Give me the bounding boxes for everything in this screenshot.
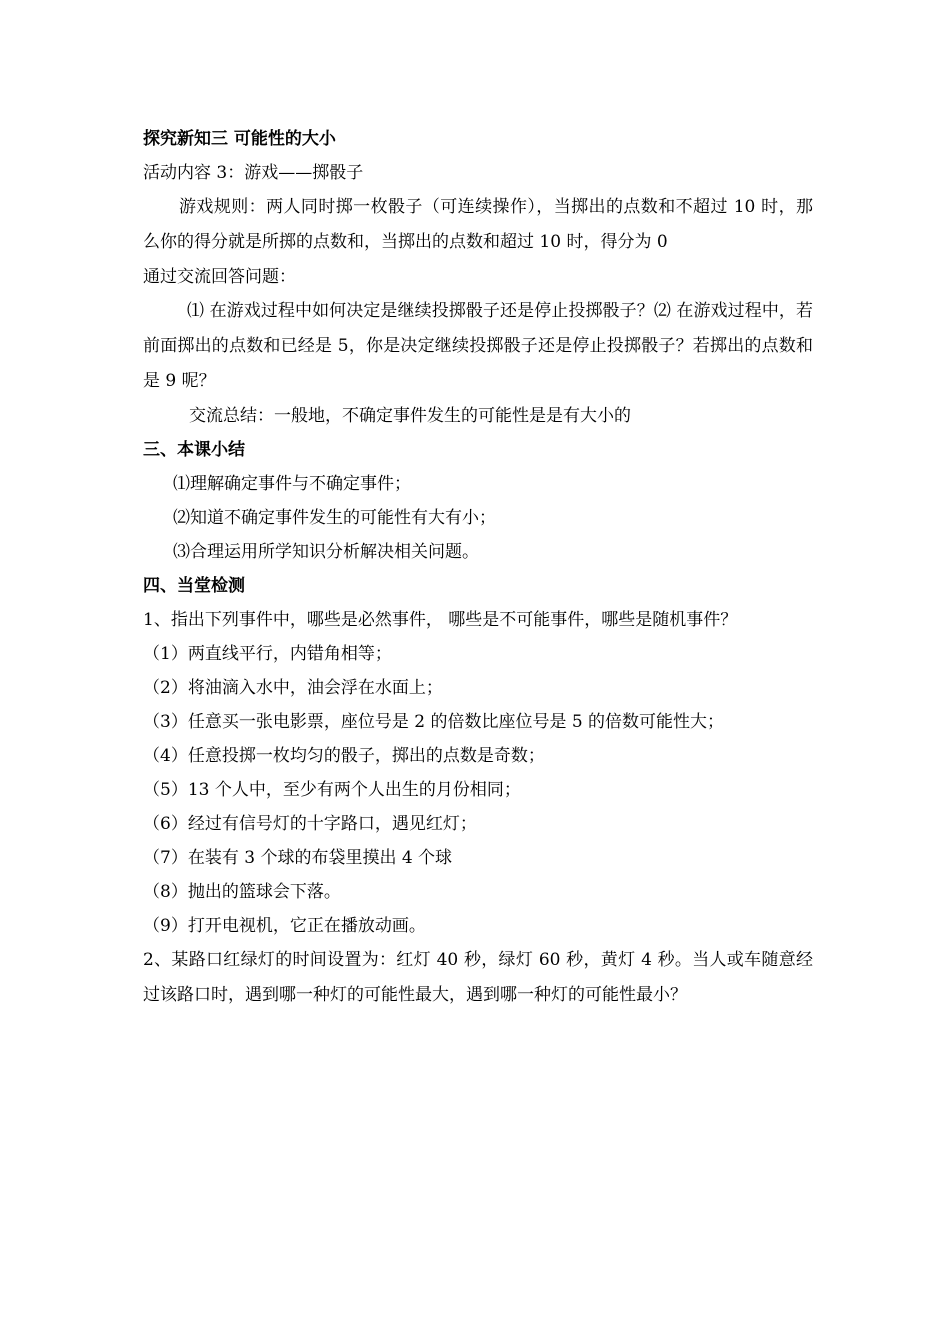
summary-item: ⑴理解确定事件与不确定事件； (173, 474, 411, 494)
class-test-heading: 四、当堂检测 (143, 576, 245, 596)
document-page (143, 122, 813, 1013)
question-1-item: （9）打开电视机，它正在播放动画。 (143, 916, 426, 936)
question-1-item: （3）任意买一张电影票，座位号是 2 的倍数比座位号是 5 的倍数可能性大； (143, 712, 725, 732)
question-1-item: （4）任意投掷一枚均匀的骰子，掷出的点数是奇数； (143, 746, 545, 766)
question-2: 2、某路口红绿灯的时间设置为：红灯 40 秒，绿灯 60 秒，黄灯 4 秒。当人或车随意经过该路口时，遇到哪一种灯的可能性最大，遇到哪一种灯的可能性最小？ (143, 950, 813, 1005)
activity-line: 活动内容 3：游戏——掷骰子 (143, 163, 364, 183)
discussion-questions: ⑴ 在游戏过程中如何决定是继续投掷骰子还是停止投掷骰子？⑵ 在游戏过程中，若前面掷出的点数和已经是 5，你是决定继续投掷骰子还是停止投掷骰子？若掷出的点数和是 9 呢？ (143, 301, 813, 391)
question-1-item: （7）在装有 3 个球的布袋里摸出 4 个球 (143, 848, 453, 868)
question-1-item: （6）经过有信号灯的十字路口，遇见红灯； (143, 814, 477, 834)
section-title: 探究新知三 可能性的大小 (143, 129, 336, 149)
summary-item: ⑶合理运用所学知识分析解决相关问题。 (173, 542, 479, 562)
question-1-item: （8）抛出的篮球会下落。 (143, 882, 341, 902)
question-1-item: （5）13 个人中，至少有两个人出生的月份相同； (143, 780, 521, 800)
summary-item: ⑵知道不确定事件发生的可能性有大有小； (173, 508, 496, 528)
discussion-prompt: 通过交流回答问题： (143, 267, 296, 287)
game-rules: 游戏规则：两人同时掷一枚骰子（可连续操作），当掷出的点数和不超过 10 时，那么你的得分就是所掷的点数和，当掷出的点数和超过 10 时，得分为 0 (143, 197, 813, 252)
discussion-summary: 交流总结：一般地，不确定事件发生的可能性是是有大小的 (189, 406, 631, 426)
question-1-item: （2）将油滴入水中，油会浮在水面上； (143, 678, 443, 698)
question-1-item: （1）两直线平行，内错角相等； (143, 644, 392, 664)
lesson-summary-heading: 三、本课小结 (143, 440, 245, 460)
question-1: 1、指出下列事件中，哪些是必然事件， 哪些是不可能事件，哪些是随机事件？ (143, 610, 738, 630)
